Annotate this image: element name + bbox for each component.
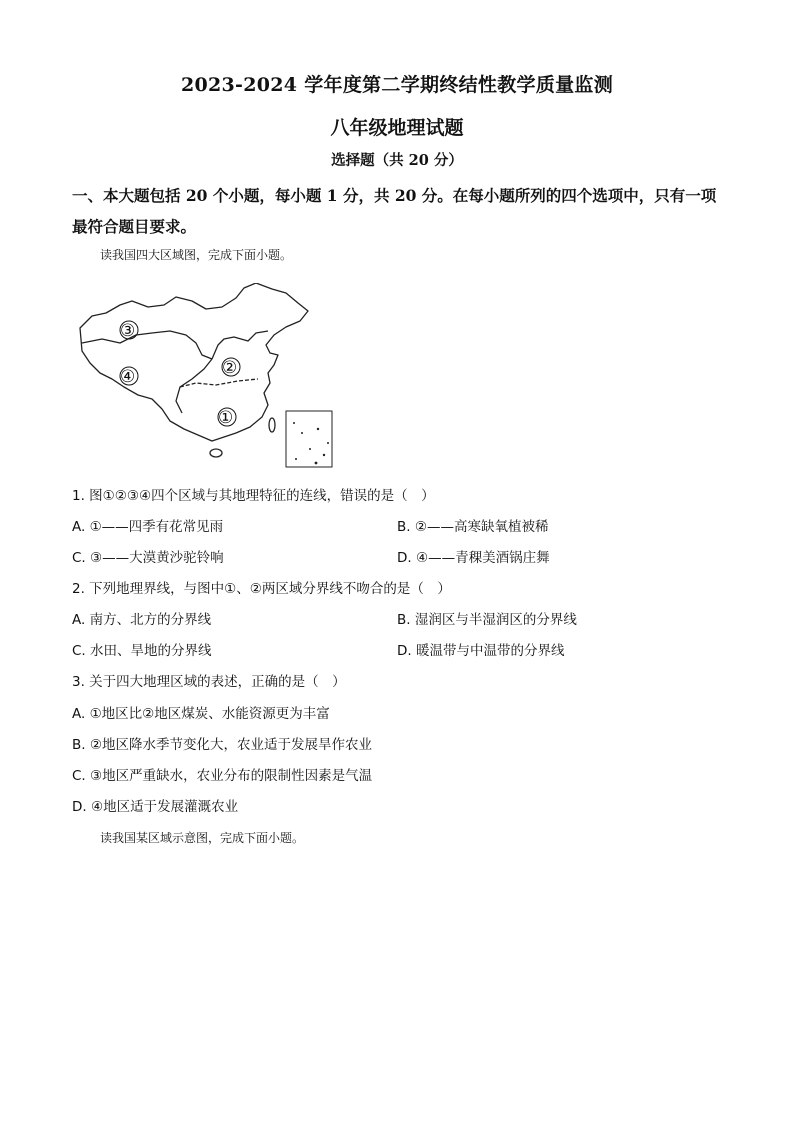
- region-label-1: ①: [218, 408, 234, 428]
- question-3-option-d[interactable]: D. ④地区适于发展灌溉农业: [72, 799, 239, 815]
- exam-main-title: 2023-2024 学年度第二学期终结性教学质量监测: [180, 74, 614, 96]
- north-boundary: [212, 331, 268, 359]
- region-label-3: ③: [120, 321, 136, 341]
- question-1-option-d[interactable]: D. ④——青稞美酒锅庄舞: [397, 550, 550, 566]
- hainan-island: [210, 449, 222, 457]
- qinling-huaihe-line: [180, 379, 258, 387]
- china-outline: [80, 283, 308, 441]
- question-lead-2: 读我国某区域示意图，完成下面小题。: [100, 831, 305, 845]
- question-lead-1: 读我国四大区域图，完成下面小题。: [100, 248, 293, 262]
- exam-sub-title: 八年级地理试题: [330, 117, 464, 139]
- question-1-option-c[interactable]: C. ③——大漠黄沙驼铃响: [72, 550, 224, 566]
- south-sea-inset: [286, 411, 332, 467]
- section-title: 选择题（共 20 分）: [331, 152, 463, 169]
- question-3-option-b[interactable]: B. ②地区降水季节变化大，农业适于发展旱作农业: [72, 737, 372, 753]
- section-instruction: 一、本大题包括 20 个小题，每小题 1 分，共 20 分。在每小题所列的四个选项中，只有一项最符合题目要求。: [72, 186, 717, 236]
- question-1-option-a[interactable]: A. ①——四季有花常见雨: [72, 519, 224, 535]
- northwest-boundary: [82, 331, 212, 359]
- taiwan-island: [269, 418, 275, 432]
- question-3-option-a[interactable]: A. ①地区比②地区煤炭、水能资源更为丰富: [72, 706, 330, 722]
- region-label-2: ②: [222, 358, 238, 378]
- region-label-4: ④: [120, 367, 136, 387]
- question-1-option-b[interactable]: B. ②——高寒缺氧植被稀: [397, 519, 549, 535]
- china-regions-map: [72, 283, 342, 468]
- question-2-stem: 2. 下列地理界线，与图中①、②两区域分界线不吻合的是（ ）: [72, 581, 451, 597]
- question-1-stem: 1. 图①②③④四个区域与其地理特征的连线，错误的是（ ）: [72, 488, 435, 504]
- question-3-stem: 3. 关于四大地理区域的表述，正确的是（ ）: [72, 674, 346, 690]
- question-2-option-a[interactable]: A. 南方、北方的分界线: [72, 612, 212, 628]
- question-2-option-d[interactable]: D. 暖温带与中温带的分界线: [397, 643, 565, 659]
- question-2-option-c[interactable]: C. 水田、旱地的分界线: [72, 643, 212, 659]
- question-3-option-c[interactable]: C. ③地区严重缺水，农业分布的限制性因素是气温: [72, 768, 373, 784]
- question-2-option-b[interactable]: B. 湿润区与半湿润区的分界线: [397, 612, 577, 628]
